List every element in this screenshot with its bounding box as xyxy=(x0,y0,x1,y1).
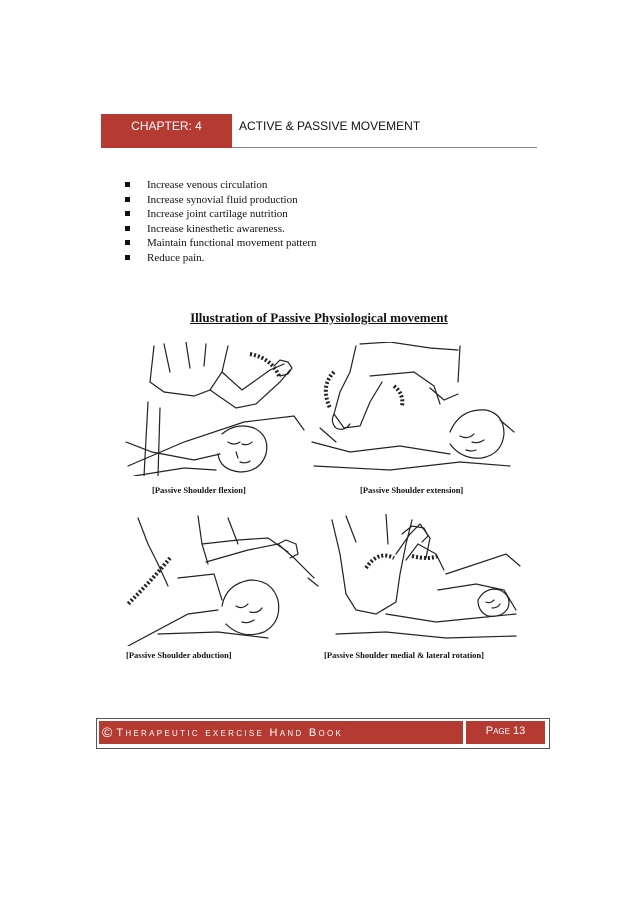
illustration-title: Illustration of Passive Physiological movement xyxy=(190,310,448,325)
chapter-title: ACTIVE & PASSIVE MOVEMENT xyxy=(239,119,421,133)
caption-shoulder-abduction: [Passive Shoulder abduction] xyxy=(126,650,232,660)
figure-shoulder-abduction xyxy=(118,514,322,646)
chapter-label: CHAPTER: 4 xyxy=(131,119,202,133)
square-bullet-icon xyxy=(125,240,130,245)
caption-shoulder-rotation: [Passive Shoulder medial & lateral rotation] xyxy=(324,650,484,660)
list-item: Increase kinesthetic awareness. xyxy=(125,222,317,237)
list-item: Increase joint cartilage nutrition xyxy=(125,207,317,222)
footer-book-title-bar xyxy=(99,721,463,744)
figure-shoulder-flexion xyxy=(124,342,306,476)
header-rule xyxy=(232,147,537,148)
caption-shoulder-extension: [Passive Shoulder extension] xyxy=(360,485,464,495)
shoulder-extension-illustration xyxy=(310,342,516,476)
square-bullet-icon xyxy=(125,255,130,260)
shoulder-flexion-illustration xyxy=(124,342,306,476)
figure-shoulder-rotation xyxy=(326,514,522,646)
square-bullet-icon xyxy=(125,197,130,202)
list-item: Reduce pain. xyxy=(125,251,317,266)
benefits-list xyxy=(125,178,317,266)
list-item: Increase venous circulation xyxy=(125,178,317,193)
footer-book-title: Therapeutic exercise Hand Book xyxy=(116,727,344,739)
figure-shoulder-extension xyxy=(310,342,516,476)
square-bullet-icon xyxy=(125,211,130,216)
shoulder-abduction-illustration xyxy=(118,514,322,646)
list-item: Maintain functional movement pattern xyxy=(125,236,317,251)
copyright-icon: © xyxy=(102,724,113,740)
shoulder-rotation-illustration xyxy=(326,514,522,646)
list-item: Increase synovial fluid production xyxy=(125,193,317,208)
square-bullet-icon xyxy=(125,182,130,187)
square-bullet-icon xyxy=(125,226,130,231)
footer-page-number: Page 13 xyxy=(466,721,545,744)
caption-shoulder-flexion: [Passive Shoulder flexion] xyxy=(152,485,246,495)
